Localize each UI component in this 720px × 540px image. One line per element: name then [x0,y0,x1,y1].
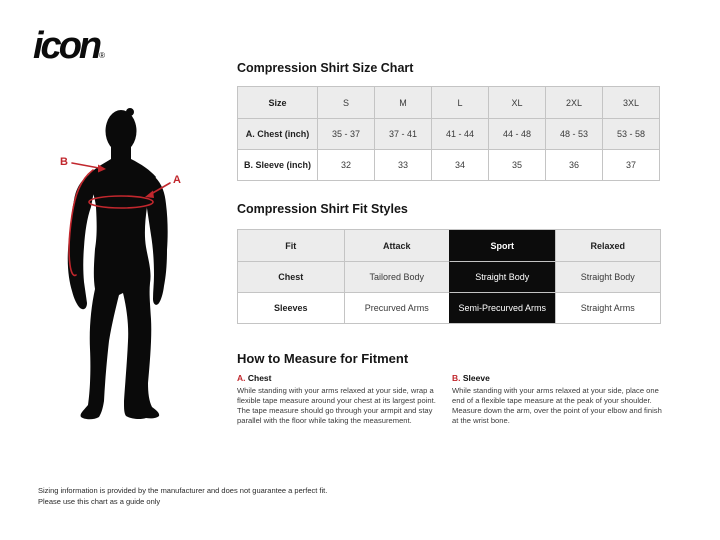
size-chart-cell: 33 [374,149,431,180]
size-chart-cell: 53 - 58 [602,118,659,149]
sizing-disclaimer-line2: Please use this chart as a guide only [38,497,161,506]
measure-chest-name: Chest [247,373,272,383]
size-chart-header-cell: M [374,87,431,118]
size-chart-cell: 48 - 53 [545,118,602,149]
size-chart-cell: 44 - 48 [488,118,545,149]
fit-styles-header-cell: Fit [238,230,344,261]
size-chart-cell: 41 - 44 [431,118,488,149]
body-silhouette-graphic [0,85,230,480]
sizing-disclaimer [38,485,327,507]
measure-sleeve-name: Sleeve [462,373,490,383]
size-chart-cell: 32 [317,149,374,180]
registered-trademark-symbol: ® [99,51,106,60]
size-chart-cell: 35 [488,149,545,180]
silhouette-left-arm [68,175,97,309]
size-chart-header-cell: 2XL [545,87,602,118]
fit-styles-table [237,229,661,324]
measure-sleeve-text: While standing with your arms relaxed at your side, place one end of a flexible tape measure at the peak of your shoulder. Measure down the arm, over the point of your elbow and finish at the wrist bone. [452,386,662,425]
size-chart-header-cell: 3XL [602,87,659,118]
figure-label-a: A [173,174,181,186]
measure-chest-text: While standing with your arms relaxed at your side, wrap a flexible tape measure around your chest at its largest point. The tape measure should go through your armpit and stay parallel with the floor while taking the measurement. [237,386,436,425]
measure-section-sleeve [452,373,668,426]
size-chart-cell: 37 - 41 [374,118,431,149]
fit-styles-cell: Precurved Arms [344,292,450,323]
size-chart-cell: 34 [431,149,488,180]
fit-styles-header-cell-highlighted: Sport [449,230,555,261]
measure-chest-key: A. [237,373,246,383]
fit-styles-cell-highlighted: Straight Body [449,261,555,292]
fit-styles-cell: Straight Arms [555,292,661,323]
size-chart-header-cell: L [431,87,488,118]
measurement-figure [0,85,230,480]
brand-logo [33,24,173,72]
fit-styles-title: Compression Shirt Fit Styles [237,202,408,216]
sizing-disclaimer-line1: Sizing information is provided by the manufacturer and does not guarantee a perfect fit. [38,486,328,495]
size-chart-cell: 35 - 37 [317,118,374,149]
measure-section-title: How to Measure for Fitment [237,351,409,366]
size-chart-header-cell: Size [238,87,317,118]
fit-styles-header-cell: Relaxed [555,230,661,261]
size-chart-title: Compression Shirt Size Chart [237,61,414,75]
size-chart-row-label: A. Chest (inch) [238,118,317,149]
fit-styles-row-label: Chest [238,261,344,292]
figure-label-b: B [60,156,68,168]
measure-sleeve-key: B. [452,373,461,383]
measure-section-chest [237,373,448,426]
fit-styles-cell: Tailored Body [344,261,450,292]
size-chart-header-cell: S [317,87,374,118]
size-chart-table [237,86,660,181]
size-chart-cell: 36 [545,149,602,180]
fit-styles-row-label: Sleeves [238,292,344,323]
fit-styles-cell: Straight Body [555,261,661,292]
size-chart-header-cell: XL [488,87,545,118]
fit-styles-cell-highlighted: Semi-Precurved Arms [449,292,555,323]
size-chart-row-label: B. Sleeve (inch) [238,149,317,180]
fit-styles-header-cell: Attack [344,230,450,261]
measure-chest-heading [237,373,448,383]
brand-logo-text: icon [33,25,100,67]
size-chart-cell: 37 [602,149,659,180]
label-b-pointer-line [72,163,99,168]
measure-sleeve-heading [452,373,668,383]
